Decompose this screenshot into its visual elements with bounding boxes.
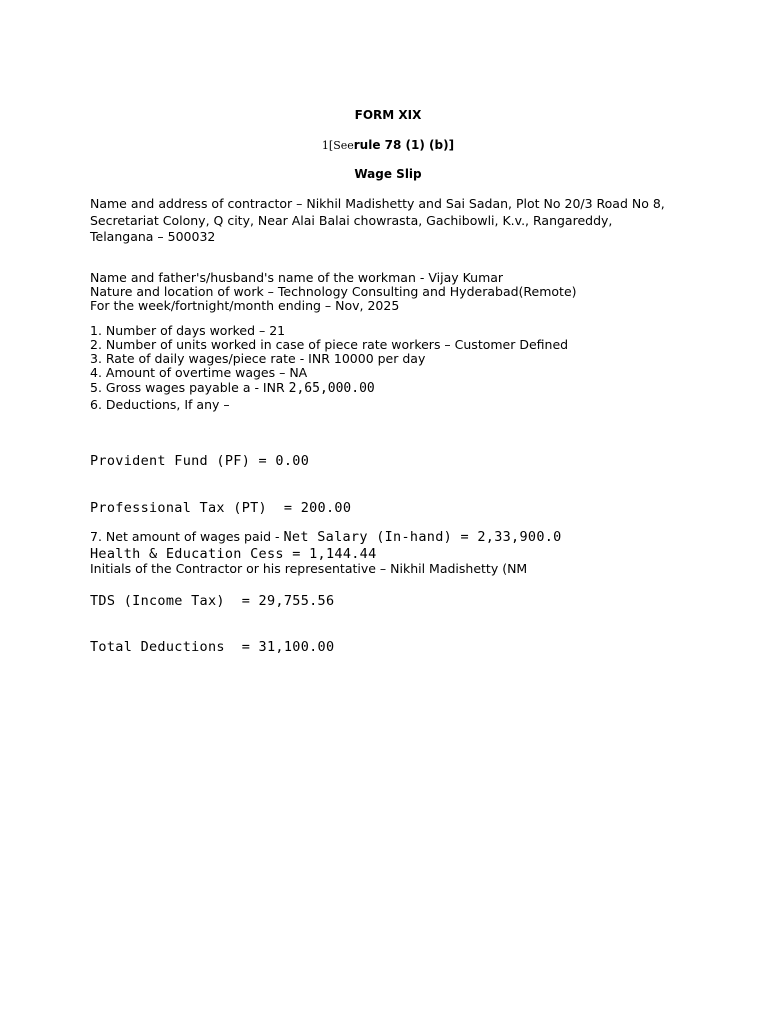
item-rate: 3. Rate of daily wages/piece rate - INR 10000 per day: [90, 351, 426, 366]
wage-items: [90, 324, 710, 412]
deduction-pf: Provident Fund (PF) = 0.00: [90, 453, 310, 469]
item-overtime: 4. Amount of overtime wages – NA: [90, 365, 308, 380]
deduction-total: Total Deductions = 31,100.00: [90, 639, 335, 655]
item-gross-wages: [90, 380, 710, 396]
gross-value: 2,65,000.00: [288, 381, 375, 396]
workman-details: [90, 270, 710, 313]
contractor-line-3: Telangana – 500032: [90, 229, 216, 244]
deduction-pt: Professional Tax (PT) = 200.00: [90, 499, 352, 516]
period-ending: For the week/fortnight/month ending – Nov, 2025: [90, 298, 400, 313]
contractor-line-2: Secretariat Colony, Q city, Near Alai Balai chowrasta, Gachibowli, K.v., Rangareddy,: [90, 212, 613, 228]
net-label: 7. Net amount of wages paid -: [90, 529, 284, 544]
item-deductions: 6. Deductions, If any –: [90, 397, 230, 412]
deduction-cess: Health & Education Cess = 1,144.44: [90, 546, 377, 562]
contractor-initials: Initials of the Contractor or his representative – Nikhil Madishetty (NM: [90, 561, 528, 576]
deduction-tds: TDS (Income Tax) = 29,755.56: [90, 592, 335, 609]
item-days-worked: 1. Number of days worked – 21: [90, 323, 286, 338]
contractor-line-1: Name and address of contractor – Nikhil Madishetty and Sai Sadan, Plot No 20/3 Road No 8,: [90, 196, 665, 211]
work-nature: Nature and location of work – Technology Consulting and Hyderabad(Remote): [90, 284, 577, 299]
net-value: Net Salary (In-hand) = 2,33,900.0: [283, 529, 562, 545]
form-title: FORM XIX: [354, 108, 422, 122]
rule-prefix: 1[See: [321, 139, 354, 152]
net-wages: [90, 529, 562, 545]
slip-title: Wage Slip: [354, 167, 422, 181]
rule-text: rule 78 (1) (b)]: [353, 138, 455, 152]
gross-label: 5. Gross wages payable a - INR: [90, 380, 289, 395]
workman-name: Name and father's/husband's name of the workman - Vijay Kumar: [90, 270, 504, 285]
rule-reference: [0, 138, 768, 153]
contractor-address: [90, 196, 710, 246]
deductions-list: [90, 423, 377, 687]
item-units-worked: 2. Number of units worked in case of piece rate workers – Customer Defined: [90, 337, 569, 352]
